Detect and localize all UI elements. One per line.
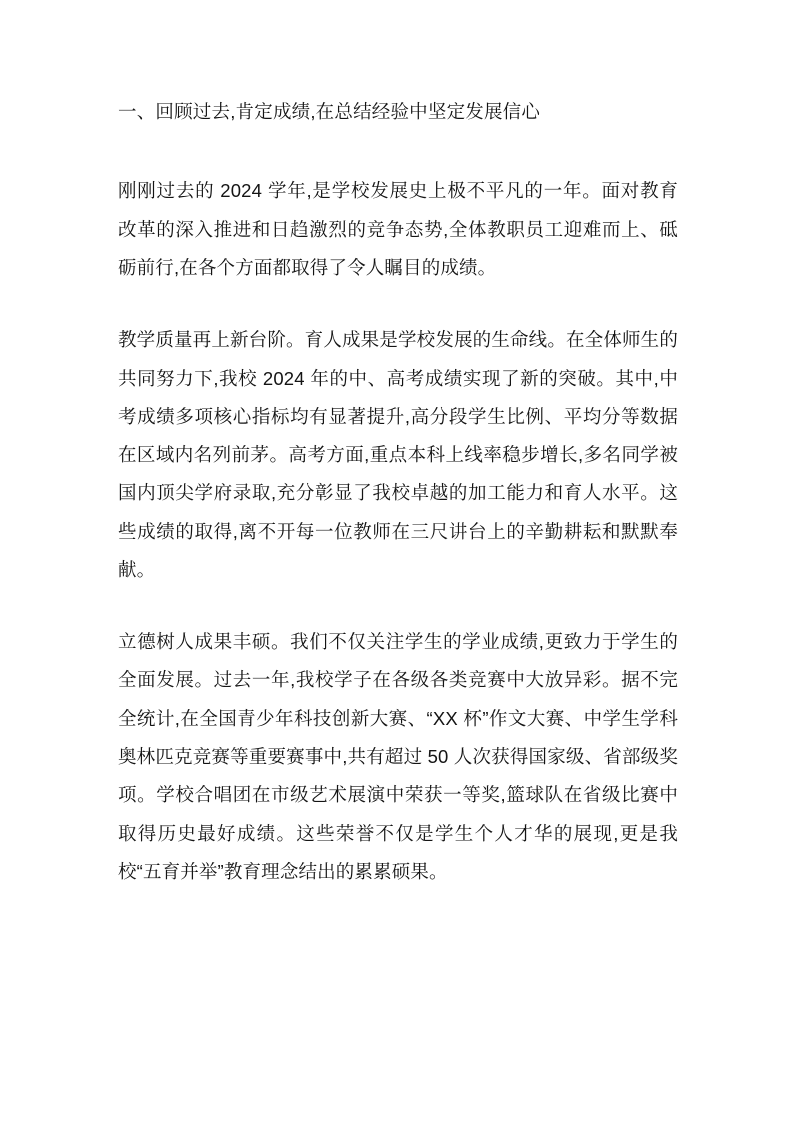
paragraph-2: 教学质量再上新台阶。育人成果是学校发展的生命线。在全体师生的共同努力下,我校 2024 年的中、高考成绩实现了新的突破。其中,中考成绩多项核心指标均有显著提升,高分段学生比例、平均分等数据在区域内名列前茅。高考方面,重点本科上线率稳步增长,多名同学被国内顶尖学府录取,充分彰显了我校卓越的加工能力和育人水平。这些成绩的取得,离不开每一位教师在三尺讲台上的辛勤耕耘和默默奉献。 <box>118 329 678 580</box>
section-heading: 一、回顾过去,肯定成绩,在总结经验中坚定发展信心 <box>118 101 541 122</box>
paragraph-3: 立德树人成果丰硕。我们不仅关注学生的学业成绩,更致力于学生的全面发展。过去一年,我校学子在各级各类竞赛中大放异彩。据不完全统计,在全国青少年科技创新大赛、“XX 杯”作文大赛、中学生学科奥林匹克竞赛等重要赛事中,共有超过 50 人次获得国家级、省部级奖项。学校合唱团在市级艺术展演中荣获一等奖,篮球队在省级比赛中取得历史最好成绩。这些荣誉不仅是学生个人才华的展现,更是我校“五育并举”教育理念结出的累累硕果。 <box>118 631 678 882</box>
document-body <box>118 96 678 891</box>
paragraph-1: 刚刚过去的 2024 学年,是学校发展史上极不平凡的一年。面对教育改革的深入推进和日趋激烈的竞争态势,全体教职员工迎难而上、砥砺前行,在各个方面都取得了令人瞩目的成绩。 <box>118 180 678 278</box>
